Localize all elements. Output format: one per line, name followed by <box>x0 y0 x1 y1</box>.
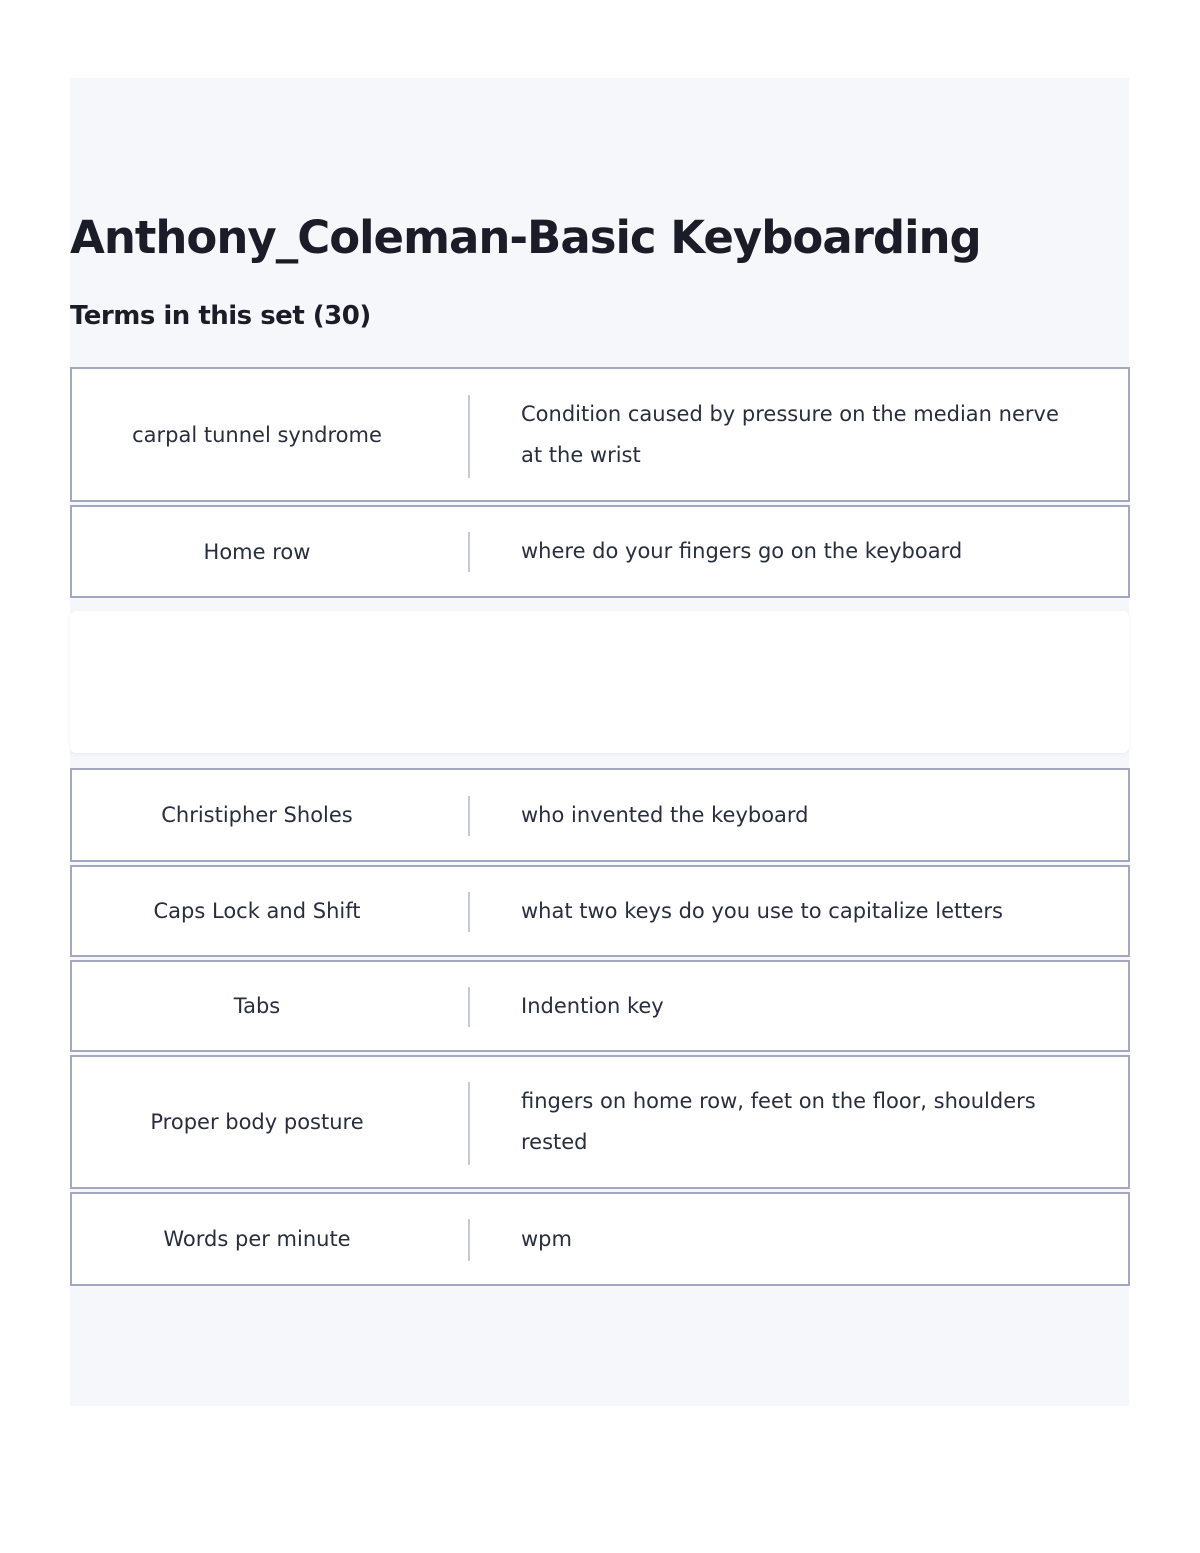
card-definition: wpm <box>521 1226 572 1251</box>
card-definition: Indention key <box>521 993 664 1018</box>
page-title: Anthony_Coleman-Basic Keyboarding <box>70 211 981 264</box>
term-card[interactable] <box>70 367 1130 502</box>
card-term: Home row <box>203 539 311 564</box>
term-card[interactable] <box>70 865 1130 957</box>
term-card[interactable] <box>70 1192 1130 1286</box>
card-definition: Condition caused by pressure on the median nerve at the wrist <box>521 401 1059 467</box>
card-divider <box>468 796 470 836</box>
card-definition: what two keys do you use to capitalize letters <box>521 898 1003 923</box>
term-card[interactable] <box>70 960 1130 1052</box>
card-divider <box>468 532 470 572</box>
card-term: Words per minute <box>163 1227 351 1251</box>
card-divider <box>468 892 470 932</box>
card-term: Caps Lock and Shift <box>153 899 361 923</box>
card-term: carpal tunnel syndrome <box>132 422 382 447</box>
card-term: Tabs <box>233 994 281 1018</box>
card-term: Proper body posture <box>150 1110 364 1134</box>
terms-list-group-2 <box>70 768 1130 1286</box>
terms-list-group-1 <box>70 367 1130 598</box>
terms-heading: Terms in this set (30) <box>70 301 371 331</box>
card-divider <box>468 987 470 1027</box>
card-term: Christipher Sholes <box>161 803 353 827</box>
term-card[interactable] <box>70 1055 1130 1189</box>
card-definition: who invented the keyboard <box>521 802 809 827</box>
term-card[interactable] <box>70 768 1130 862</box>
card-definition: where do your fingers go on the keyboard <box>521 539 963 563</box>
blank-section <box>70 611 1129 753</box>
card-definition: fingers on home row, feet on the floor, shoulders rested <box>521 1089 1036 1154</box>
card-divider <box>468 1219 470 1261</box>
card-divider <box>468 1082 470 1165</box>
card-divider <box>468 395 470 478</box>
term-card[interactable] <box>70 505 1130 598</box>
